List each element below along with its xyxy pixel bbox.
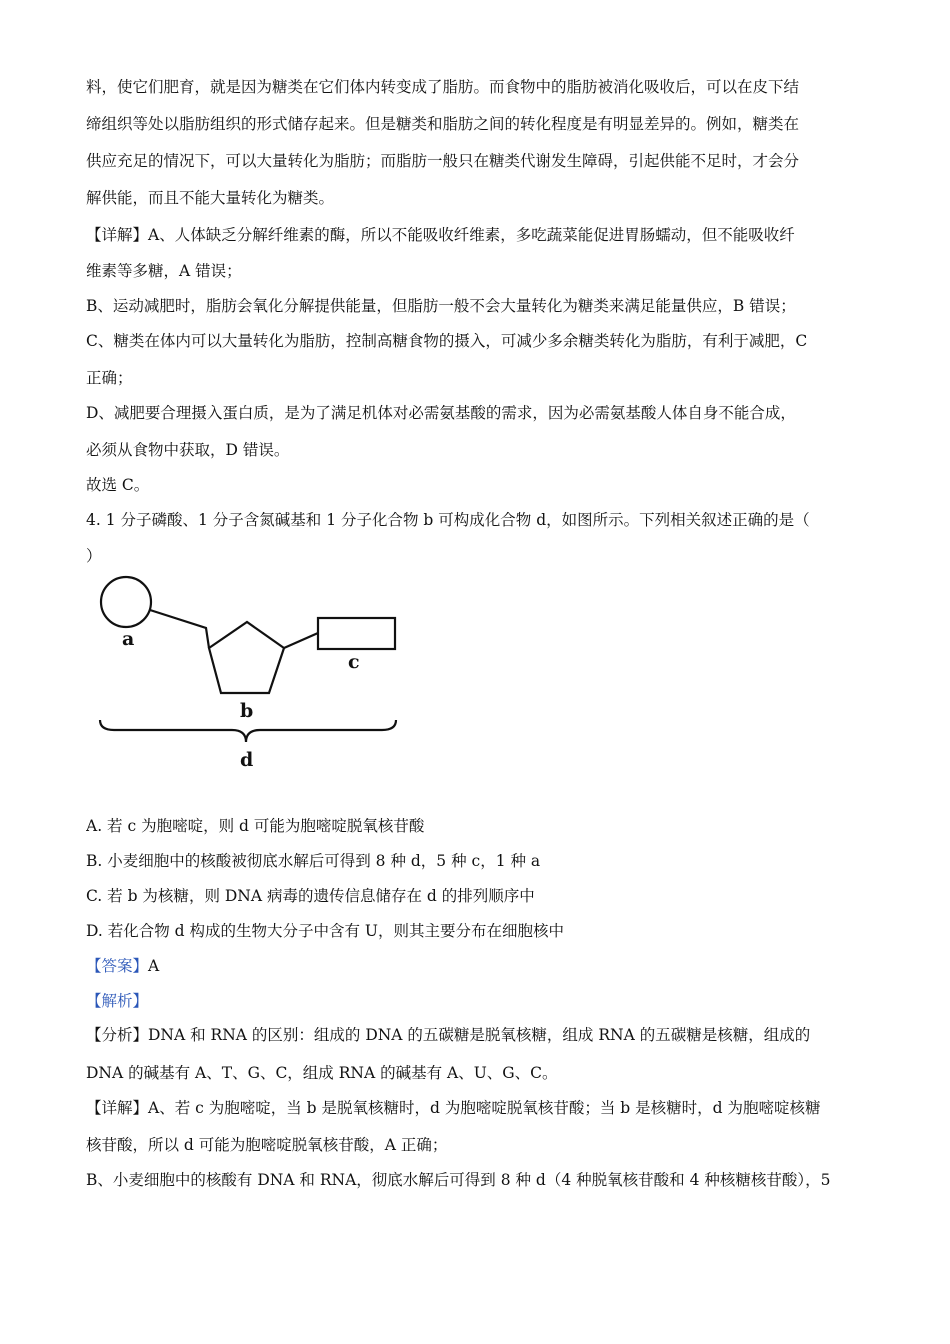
text-line: 料，使它们肥育，就是因为糖类在它们体内转变成了脂肪。而食物中的脂肪被消化吸收后，可以在皮下结	[86, 78, 800, 96]
option-d: D. 若化合物 d 构成的生物大分子中含有 U，则其主要分布在细胞核中	[86, 922, 564, 940]
answer-value: A	[148, 957, 160, 975]
question-stem-end: ）	[86, 547, 102, 565]
label-d: d	[240, 749, 254, 771]
text-line: 【详解】A、人体缺乏分解纤维素的酶，所以不能吸收纤维素，多吃蔬菜能促进胃肠蠕动，但不能吸收纤	[86, 226, 795, 244]
text-line: 缔组织等处以脂肪组织的形式储存起来。但是糖类和脂肪之间的转化程度是有明显差异的。例如，糖类在	[86, 115, 800, 133]
analysis-label: 【解析】	[86, 992, 149, 1010]
answer-line	[86, 955, 876, 977]
text-line: DNA 的碱基有 A、T、G、C，组成 RNA 的碱基有 A、U、G、C。	[86, 1064, 558, 1082]
text-line: 正确；	[86, 369, 133, 387]
answer-label: 【答案】	[86, 957, 149, 975]
base-bond	[284, 633, 318, 648]
phosphate-bond	[150, 610, 209, 648]
text-line: 【分析】DNA 和 RNA 的区别：组成的 DNA 的五碳糖是脱氧核糖，组成 RNA 的五碳糖是核糖，组成的	[86, 1026, 811, 1044]
text-line: 解供能，而且不能大量转化为糖类。	[86, 189, 335, 207]
text-line: D、减肥要合理摄入蛋白质，是为了满足机体对必需氨基酸的需求，因为必需氨基酸人体自身不能合成，	[86, 404, 796, 422]
text-line: C、糖类在体内可以大量转化为脂肪，控制高糖食物的摄入，可减少多余糖类转化为脂肪，有利于减肥，C	[86, 332, 808, 350]
text-line: B、运动减肥时，脂肪会氧化分解提供能量，但脂肪一般不会大量转化为糖类来满足能量供应，B 错误；	[86, 297, 796, 315]
base-rectangle	[318, 618, 395, 649]
option-b: B. 小麦细胞中的核酸被彻底水解后可得到 8 种 d，5 种 c，1 种 a	[86, 852, 541, 870]
option-c: C. 若 b 为核糖，则 DNA 病毒的遗传信息储存在 d 的排列顺序中	[86, 887, 535, 905]
text-line: 核苷酸，所以 d 可能为胞嘧啶脱氧核苷酸，A 正确；	[86, 1136, 448, 1154]
option-a: A. 若 c 为胞嘧啶，则 d 可能为胞嘧啶脱氧核苷酸	[86, 817, 425, 835]
label-c: c	[348, 651, 360, 673]
text-line: 故选 C。	[86, 476, 150, 494]
text-line: B、小麦细胞中的核酸有 DNA 和 RNA，彻底水解后可得到 8 种 d（4 种脱氧核苷酸和 4 种核糖核苷酸），5	[86, 1171, 831, 1189]
brace	[100, 720, 396, 742]
nucleotide-diagram	[86, 570, 416, 780]
phosphate-circle	[101, 577, 151, 627]
text-line: 维素等多糖，A 错误；	[86, 262, 242, 280]
pentose-pentagon	[209, 622, 284, 693]
text-line: 供应充足的情况下，可以大量转化为脂肪；而脂肪一般只在糖类代谢发生障碍，引起供能不足时，才会分	[86, 152, 800, 170]
label-a: a	[122, 628, 135, 650]
label-b: b	[240, 700, 254, 722]
text-line: 【详解】A、若 c 为胞嘧啶，当 b 是脱氧核糖时，d 为胞嘧啶脱氧核苷酸；当 b 是核糖时，d 为胞嘧啶核糖	[86, 1099, 821, 1117]
text-line: 必须从食物中获取，D 错误。	[86, 441, 290, 459]
question-stem: 4. 1 分子磷酸、1 分子含氮碱基和 1 分子化合物 b 可构成化合物 d，如图所示。下列相关叙述正确的是（	[86, 511, 810, 529]
